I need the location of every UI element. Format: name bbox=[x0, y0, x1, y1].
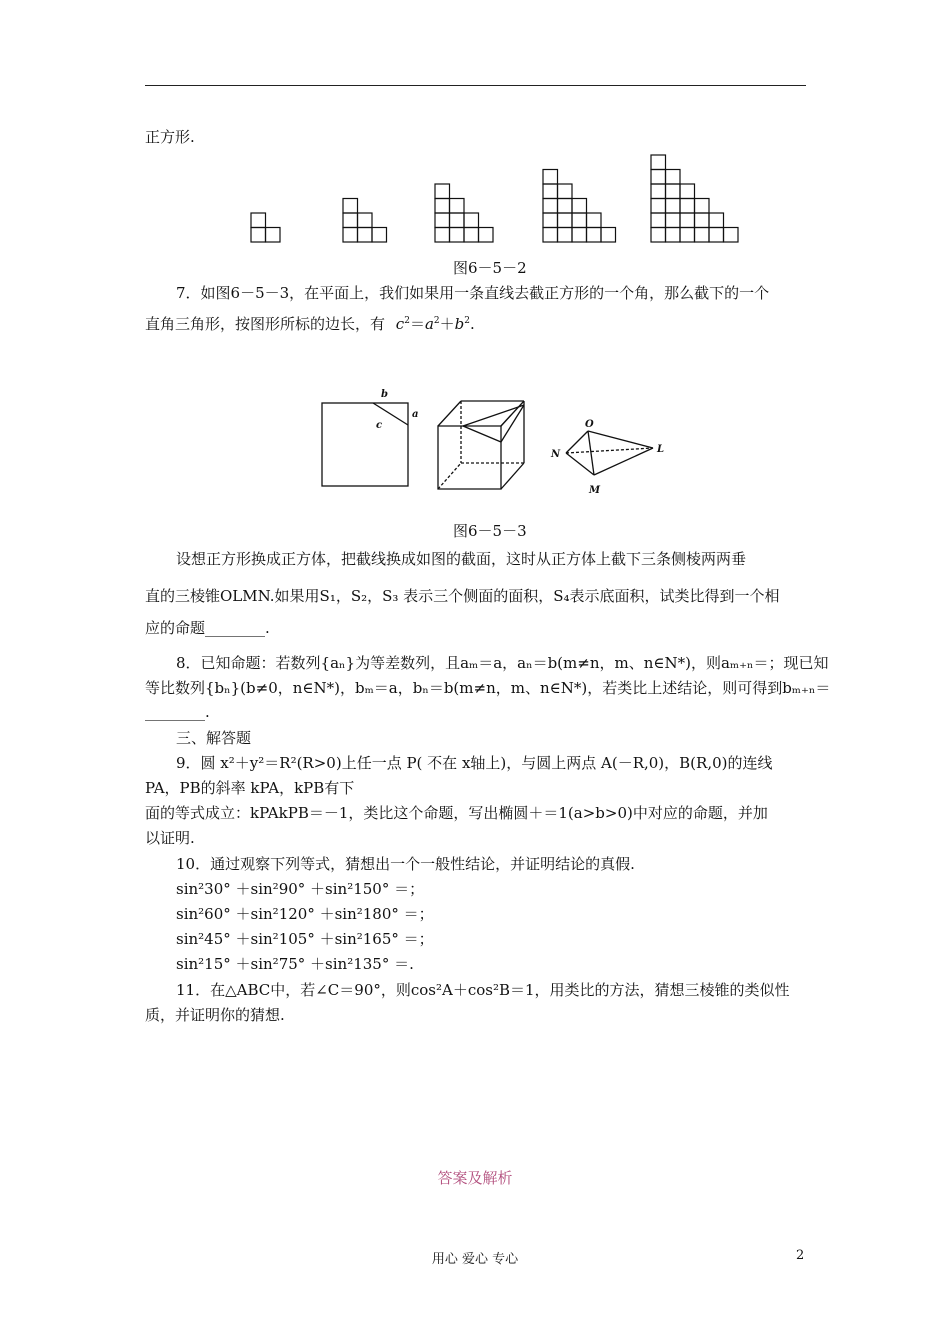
figure-6-5-2-caption: 图6－5－2 bbox=[453, 259, 527, 277]
label-M: M bbox=[589, 485, 601, 496]
staircase-cell bbox=[666, 184, 681, 199]
staircase-cell bbox=[464, 213, 479, 228]
staircase-cell bbox=[543, 213, 558, 228]
staircase-cell bbox=[464, 228, 479, 243]
staircase-cell bbox=[543, 184, 558, 199]
staircase-cell bbox=[666, 228, 681, 243]
label-L: L bbox=[657, 444, 665, 455]
q10-eq2: sin²60° ＋sin²120° ＋sin²180° ＝； bbox=[176, 905, 434, 923]
staircase-cell bbox=[572, 199, 587, 214]
staircase-cell bbox=[651, 213, 666, 228]
q7-line2-text: 直角三角形，按图形所标的边长，有 bbox=[145, 315, 386, 333]
staircase-cell bbox=[680, 213, 695, 228]
continued-text: 正方形. bbox=[145, 128, 195, 146]
q11-line2: 质，并证明你的猜想. bbox=[145, 1006, 285, 1024]
staircase-cell bbox=[666, 170, 681, 185]
staircase-cell bbox=[680, 184, 695, 199]
staircase-cell bbox=[435, 184, 450, 199]
staircase-cell bbox=[695, 199, 710, 214]
q9-line1: 9．圆 x²＋y²＝R²(R>0)上任一点 P( 不在 x轴上)，与圆上两点 A(－R,0)，B(R,0)的连线 bbox=[176, 754, 773, 772]
staircase-cell bbox=[558, 184, 573, 199]
footer-motto: 用心 爱心 专心 bbox=[431, 1252, 519, 1267]
staircase-cell bbox=[587, 213, 602, 228]
staircase-cell bbox=[651, 170, 666, 185]
answers-heading: 答案及解析 bbox=[437, 1169, 513, 1187]
staircase-cell bbox=[558, 228, 573, 243]
q10-eq3: sin²45° ＋sin²105° ＋sin²165° ＝； bbox=[176, 930, 434, 948]
staircase-cell bbox=[450, 228, 465, 243]
staircase-cell bbox=[709, 213, 724, 228]
staircase-cell bbox=[651, 155, 666, 170]
staircase-cell bbox=[651, 199, 666, 214]
q8-line1: 8．已知命题：若数列{aₙ}为等差数列，且aₘ＝a，aₙ＝b(m≠n，m、n∈N*)，则aₘ₊ₙ＝；现已知 bbox=[176, 654, 829, 672]
staircase-cell bbox=[680, 199, 695, 214]
staircase-cell bbox=[372, 228, 387, 243]
staircase-cell bbox=[358, 213, 373, 228]
label-c: c bbox=[376, 420, 383, 431]
label-b: b bbox=[381, 389, 388, 400]
staircase-cell bbox=[450, 199, 465, 214]
q8-line3: ________. bbox=[145, 703, 210, 721]
figure-6-5-3-caption: 图6－5－3 bbox=[453, 522, 527, 540]
header-rule bbox=[145, 85, 806, 86]
q9-line3: 面的等式成立：kPAkPB＝－1，类比这个命题，写出椭圆＋＝1(a>b>0)中对应的命题，并加 bbox=[145, 804, 768, 822]
staircase-cell bbox=[572, 228, 587, 243]
q9-line4: 以证明. bbox=[145, 829, 195, 847]
staircase-cell bbox=[724, 228, 739, 243]
q9-line2: PA，PB的斜率 kPA，kPB有下 bbox=[145, 779, 355, 797]
staircase-cell bbox=[666, 199, 681, 214]
q7-line2: 直角三角形，按图形所标的边长，有 $c^2=a^2+b^2$. bbox=[145, 315, 475, 333]
q10-intro: 10．通过观察下列等式，猜想出一个一般性结论，并证明结论的真假. bbox=[176, 855, 635, 873]
staircase-cell bbox=[666, 213, 681, 228]
staircase-cell bbox=[343, 213, 358, 228]
staircase-cell bbox=[587, 228, 602, 243]
staircase-cell bbox=[695, 228, 710, 243]
staircase-cell bbox=[251, 213, 266, 228]
q10-eq1: sin²30° ＋sin²90° ＋sin²150° ＝； bbox=[176, 880, 425, 898]
q7-para2-line3: 应的命题________. bbox=[145, 619, 270, 637]
q7-para2-line1: 设想正方形换成正方体，把截线换成如图的截面，这时从正方体上截下三条侧棱两两垂 bbox=[176, 550, 747, 568]
staircase-cell bbox=[543, 199, 558, 214]
staircase-cell bbox=[651, 184, 666, 199]
staircase-cell bbox=[543, 228, 558, 243]
staircase-cell bbox=[558, 199, 573, 214]
label-N: N bbox=[551, 449, 561, 460]
staircase-cell bbox=[680, 228, 695, 243]
staircase-cell bbox=[435, 213, 450, 228]
staircase-cell bbox=[450, 213, 465, 228]
staircase-cell bbox=[558, 213, 573, 228]
staircase-cell bbox=[572, 213, 587, 228]
staircase-cell bbox=[435, 228, 450, 243]
staircase-cell bbox=[651, 228, 666, 243]
staircase-cell bbox=[343, 228, 358, 243]
label-a: a bbox=[412, 409, 419, 420]
q7-line1: 7．如图6－5－3，在平面上，我们如果用一条直线去截正方形的一个角，那么截下的一个 bbox=[176, 284, 770, 302]
section-heading: 三、解答题 bbox=[176, 729, 252, 747]
staircase-cell bbox=[266, 228, 281, 243]
staircase-cell bbox=[695, 213, 710, 228]
q10-eq4: sin²15° ＋sin²75° ＋sin²135° ＝. bbox=[176, 955, 414, 973]
q11-line1: 11．在△ABC中，若∠C＝90°，则cos²A＋cos²B＝1，用类比的方法，猜想三棱锥的类似性 bbox=[176, 981, 790, 999]
staircase-cell bbox=[479, 228, 494, 243]
figure-6-5-2 bbox=[245, 150, 745, 248]
staircase-cell bbox=[601, 228, 616, 243]
staircase-cell bbox=[435, 199, 450, 214]
staircase-cell bbox=[543, 170, 558, 185]
staircase-cell bbox=[709, 228, 724, 243]
staircase-cell bbox=[358, 228, 373, 243]
q8-line2: 等比数列{bₙ}(b≠0，n∈N*)，bₘ＝a，bₙ＝b(m≠n，m、n∈N*)，若类比上述结论，则可得到bₘ₊ₙ＝ bbox=[145, 679, 831, 697]
staircase-cell bbox=[343, 199, 358, 214]
q7-para2-line2: 直的三棱锥OLMN.如果用S₁，S₂，S₃ 表示三个侧面的面积，S₄表示底面积，试类比得到一个相 bbox=[145, 587, 780, 605]
page-number: 2 bbox=[796, 1248, 805, 1263]
staircase-cell bbox=[251, 228, 266, 243]
label-O: O bbox=[585, 419, 594, 430]
figure-6-5-3 bbox=[315, 385, 675, 500]
